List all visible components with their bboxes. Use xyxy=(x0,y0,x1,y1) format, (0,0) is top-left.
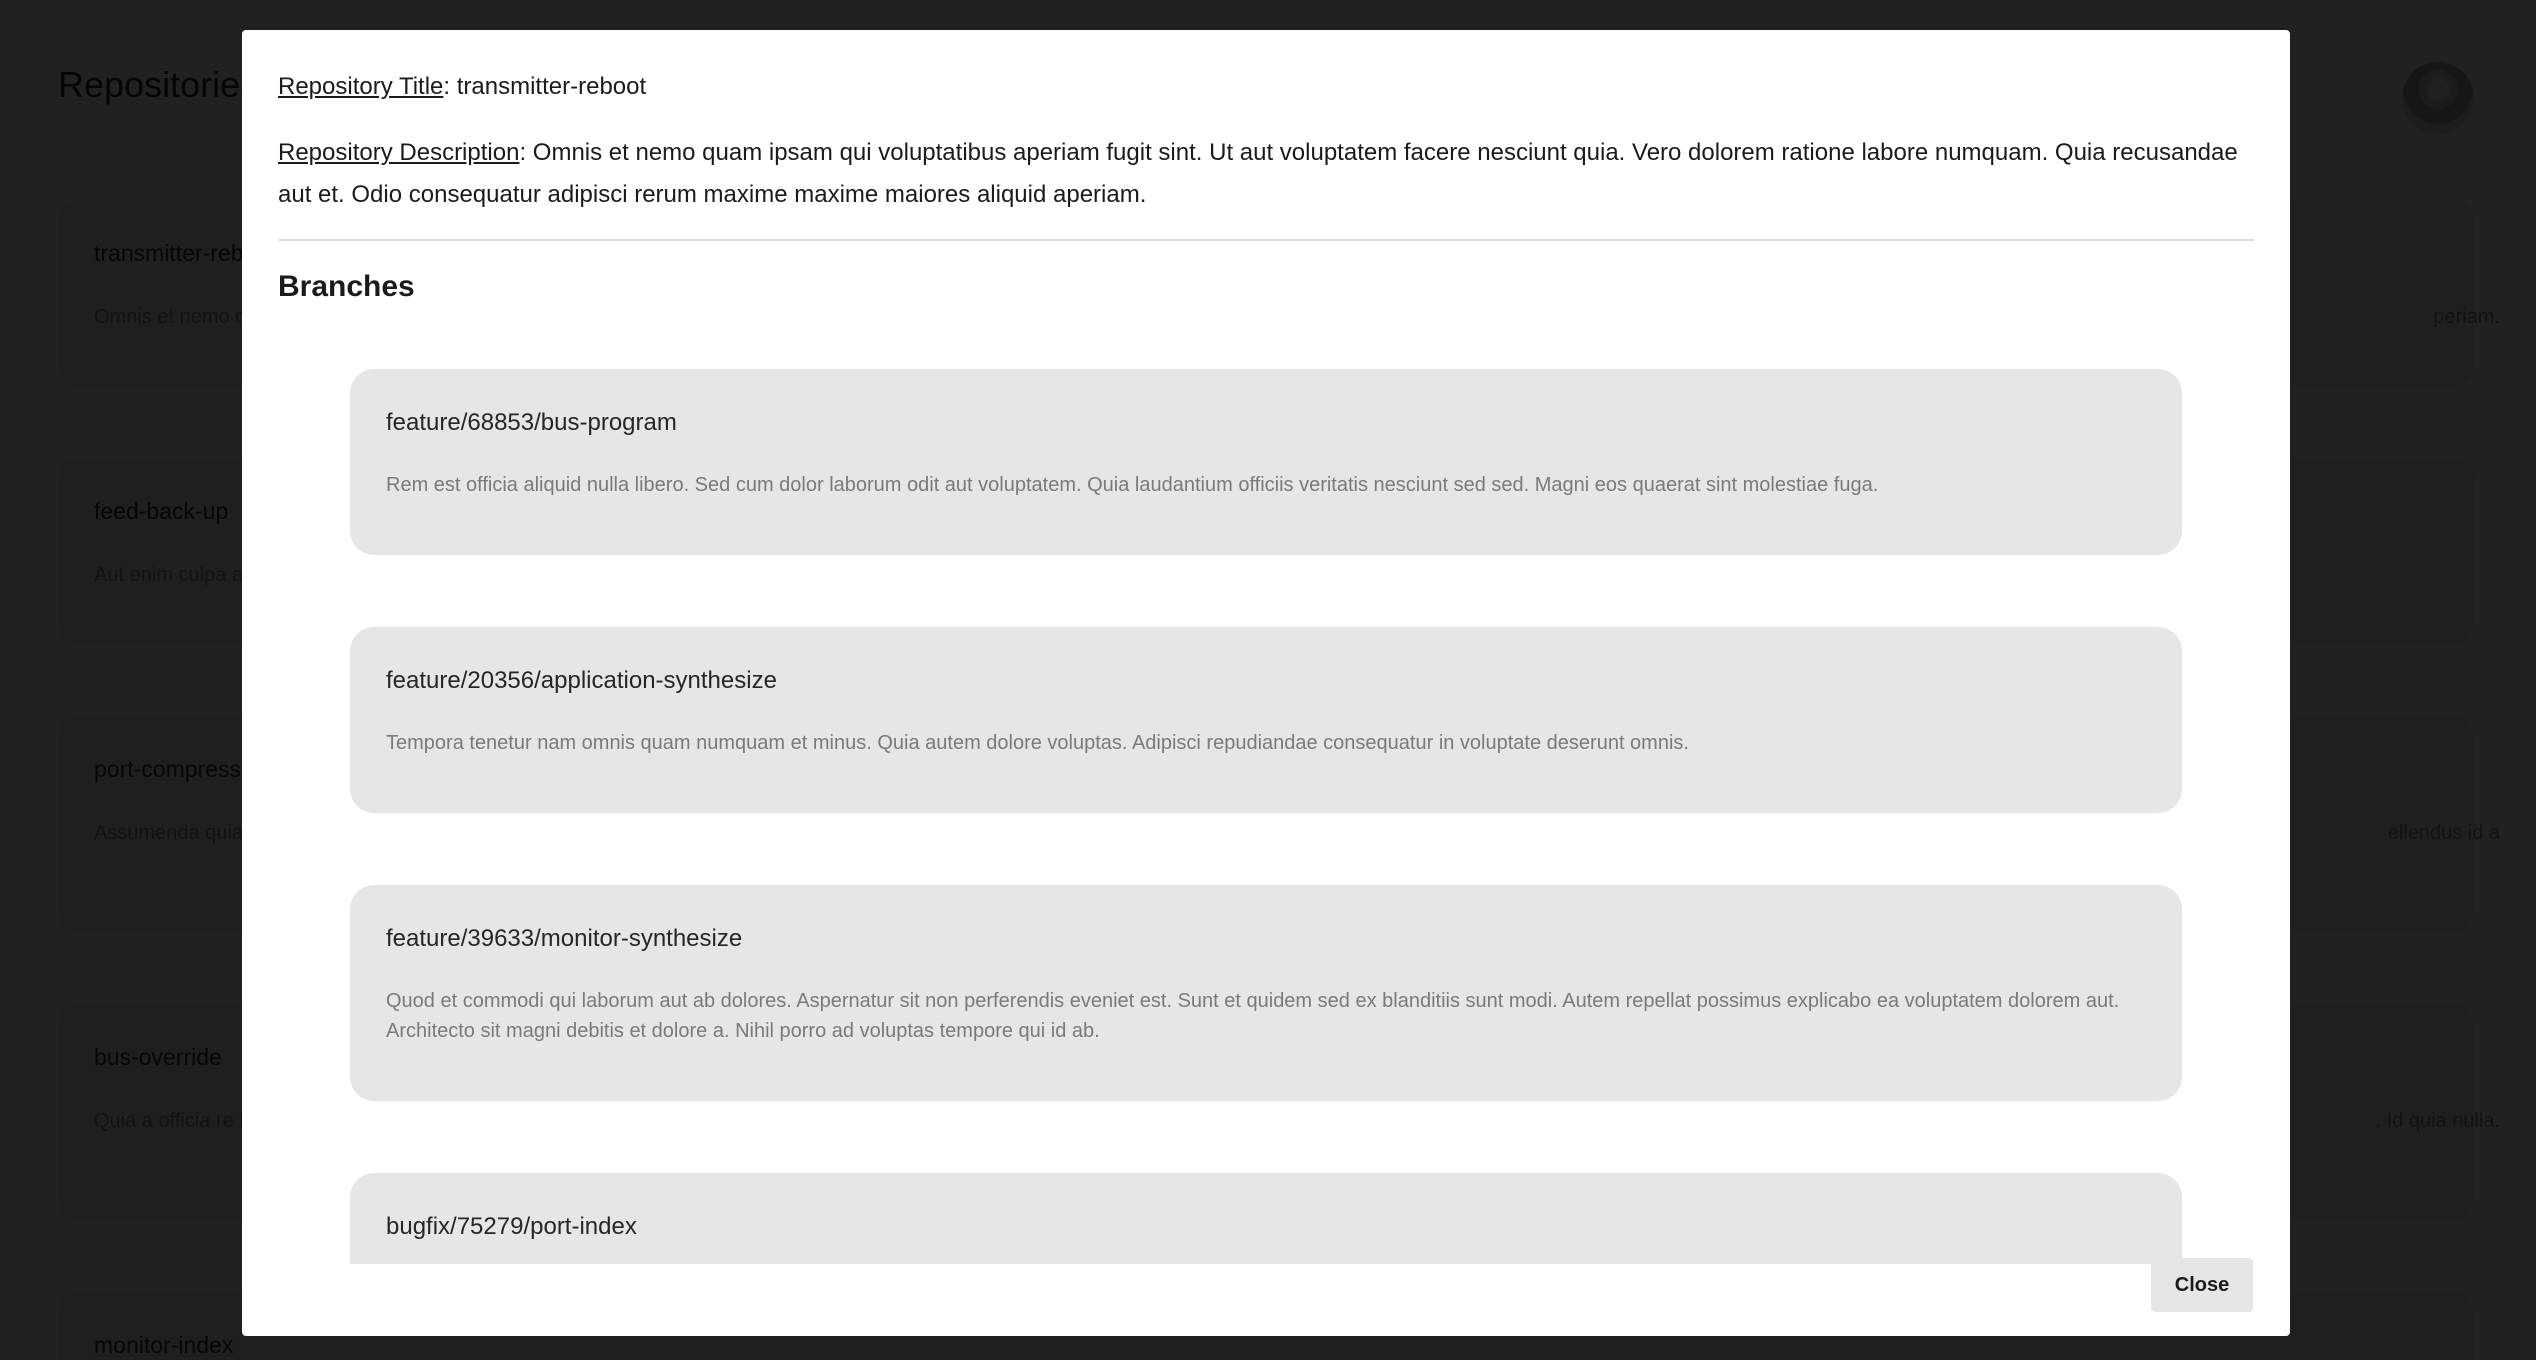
branch-card xyxy=(350,627,2182,813)
repository-title-line: Repository Title: transmitter-reboot xyxy=(278,73,647,100)
branch-description: Tempora tenetur nam omnis quam numquam et minus. Quia autem dolore voluptas. Adipisci repudiandae consequatur in voluptate deserunt omnis. xyxy=(386,732,1689,754)
divider xyxy=(278,239,2254,241)
repository-title-value: transmitter-reboot xyxy=(456,73,647,100)
repository-description-label: Repository Description xyxy=(278,139,520,166)
branch-name: bugfix/75279/port-index xyxy=(386,1213,637,1240)
branch-card xyxy=(350,1173,2182,1264)
branch-description: Rem est officia aliquid nulla libero. Sed cum dolor laborum odit aut voluptatem. Quia laudantium officiis veritatis nesciunt sed sed. Magni eos quaerat sint molestiae fuga. xyxy=(386,474,1879,496)
branch-description: Quod et commodi qui laborum aut ab dolores. Aspernatur sit non perferendis eveniet est. Sunt et quidem sed ex blanditiis sunt modi. Autem repellat possimus explicabo ea voluptatem dolorem aut. Architecto sit magni debitis et dolore a. Nihil porro ad voluptas tempore qui id ab. xyxy=(386,990,2120,1042)
branch-name: feature/68853/bus-program xyxy=(386,409,677,436)
branch-card xyxy=(350,369,2182,555)
repository-details-modal xyxy=(242,30,2290,1336)
close-button[interactable]: Close xyxy=(2151,1258,2253,1312)
branch-name: feature/39633/monitor-synthesize xyxy=(386,925,743,952)
repository-title-label: Repository Title xyxy=(278,73,444,100)
branch-list[interactable] xyxy=(242,335,2290,1264)
branch-card xyxy=(350,885,2182,1101)
repository-description-line: Repository Description: Omnis et nemo quam ipsam qui voluptatibus aperiam fugit sint. Ut aut voluptatem facere nesciunt quia. Vero dolorem ratione labore numquam. Quia recusandae aut et. Odio consequatur adipisci rerum maxime maxime maiores aliquid aperiam. xyxy=(278,139,2238,208)
branches-heading: Branches xyxy=(278,270,415,303)
branch-name: feature/20356/application-synthesize xyxy=(386,667,777,694)
repository-description-value: Omnis et nemo quam ipsam qui voluptatibus aperiam fugit sint. Ut aut voluptatem facere nesciunt quia. Vero dolorem ratione labore numquam. Quia recusandae aut et. Odio consequatur adipisci rerum maxime maxime maiores aliquid aperiam. xyxy=(278,139,2238,208)
